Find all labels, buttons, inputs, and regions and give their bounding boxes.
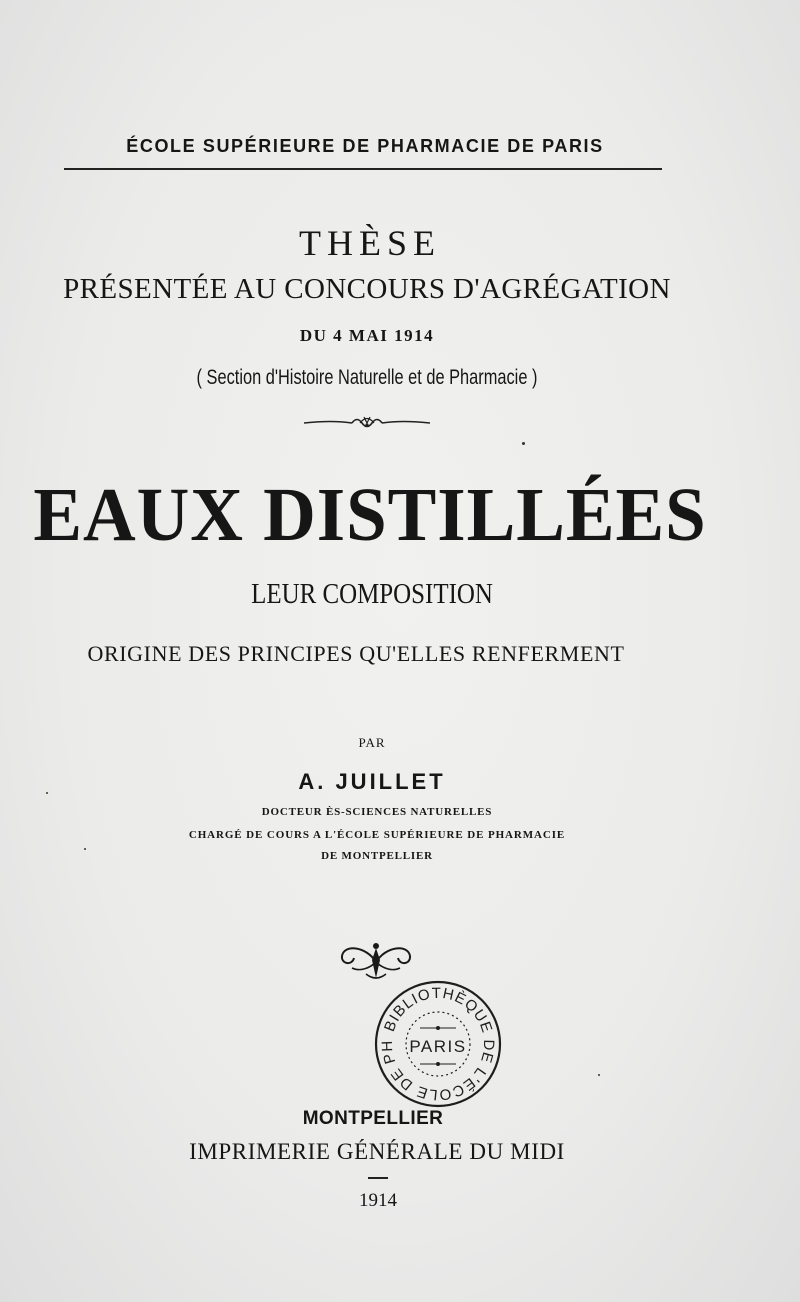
exam-date: DU 4 MAI 1914 <box>299 326 435 345</box>
main-title: EAUX DISTILLÉES <box>33 473 707 557</box>
subtitle-secondary: ORIGINE DES PRINCIPES QU'ELLES RENFERMENT <box>87 641 625 666</box>
paper-speck <box>598 1074 600 1076</box>
ornament-divider-icon <box>302 412 432 437</box>
publisher-city: MONTPELLIER <box>302 1108 444 1129</box>
stamp-ring-text: BIBLIOTHÈQUE DE L'ÉCOLE DE PH <box>378 984 498 1104</box>
imprint-dash <box>368 1177 388 1179</box>
by-label: PAR <box>358 735 386 750</box>
publication-year: 1914 <box>359 1190 397 1211</box>
printer-name: IMPRIMERIE GÉNÉRALE DU MIDI <box>189 1139 565 1164</box>
subtitle: LEUR COMPOSITION <box>251 578 493 610</box>
paper-speck <box>46 792 48 794</box>
author-credential-3: DE MONTPELLIER <box>321 850 433 862</box>
presentation-line: PRÉSENTÉE AU CONCOURS D'AGRÉGATION <box>63 273 671 305</box>
thesis-heading: THÈSE <box>299 223 441 263</box>
paper-speck <box>522 442 525 445</box>
library-stamp <box>370 976 506 1117</box>
paper-speck <box>84 848 86 850</box>
author-name: A. JUILLET <box>298 769 446 794</box>
author-credential-2: CHARGÉ DE COURS A L'ÉCOLE SUPÉRIEURE DE PHARMACIE <box>188 829 566 841</box>
author-credential-1: DOCTEUR ÈS-SCIENCES NATURELLES <box>261 806 493 818</box>
section-line: ( Section d'Histoire Naturelle et de Pharmacie ) <box>196 366 538 389</box>
header-rule <box>64 168 662 170</box>
school-header: ÉCOLE SUPÉRIEURE DE PHARMACIE DE PARIS <box>126 136 604 156</box>
stamp-center-text: PARIS <box>409 1037 467 1056</box>
